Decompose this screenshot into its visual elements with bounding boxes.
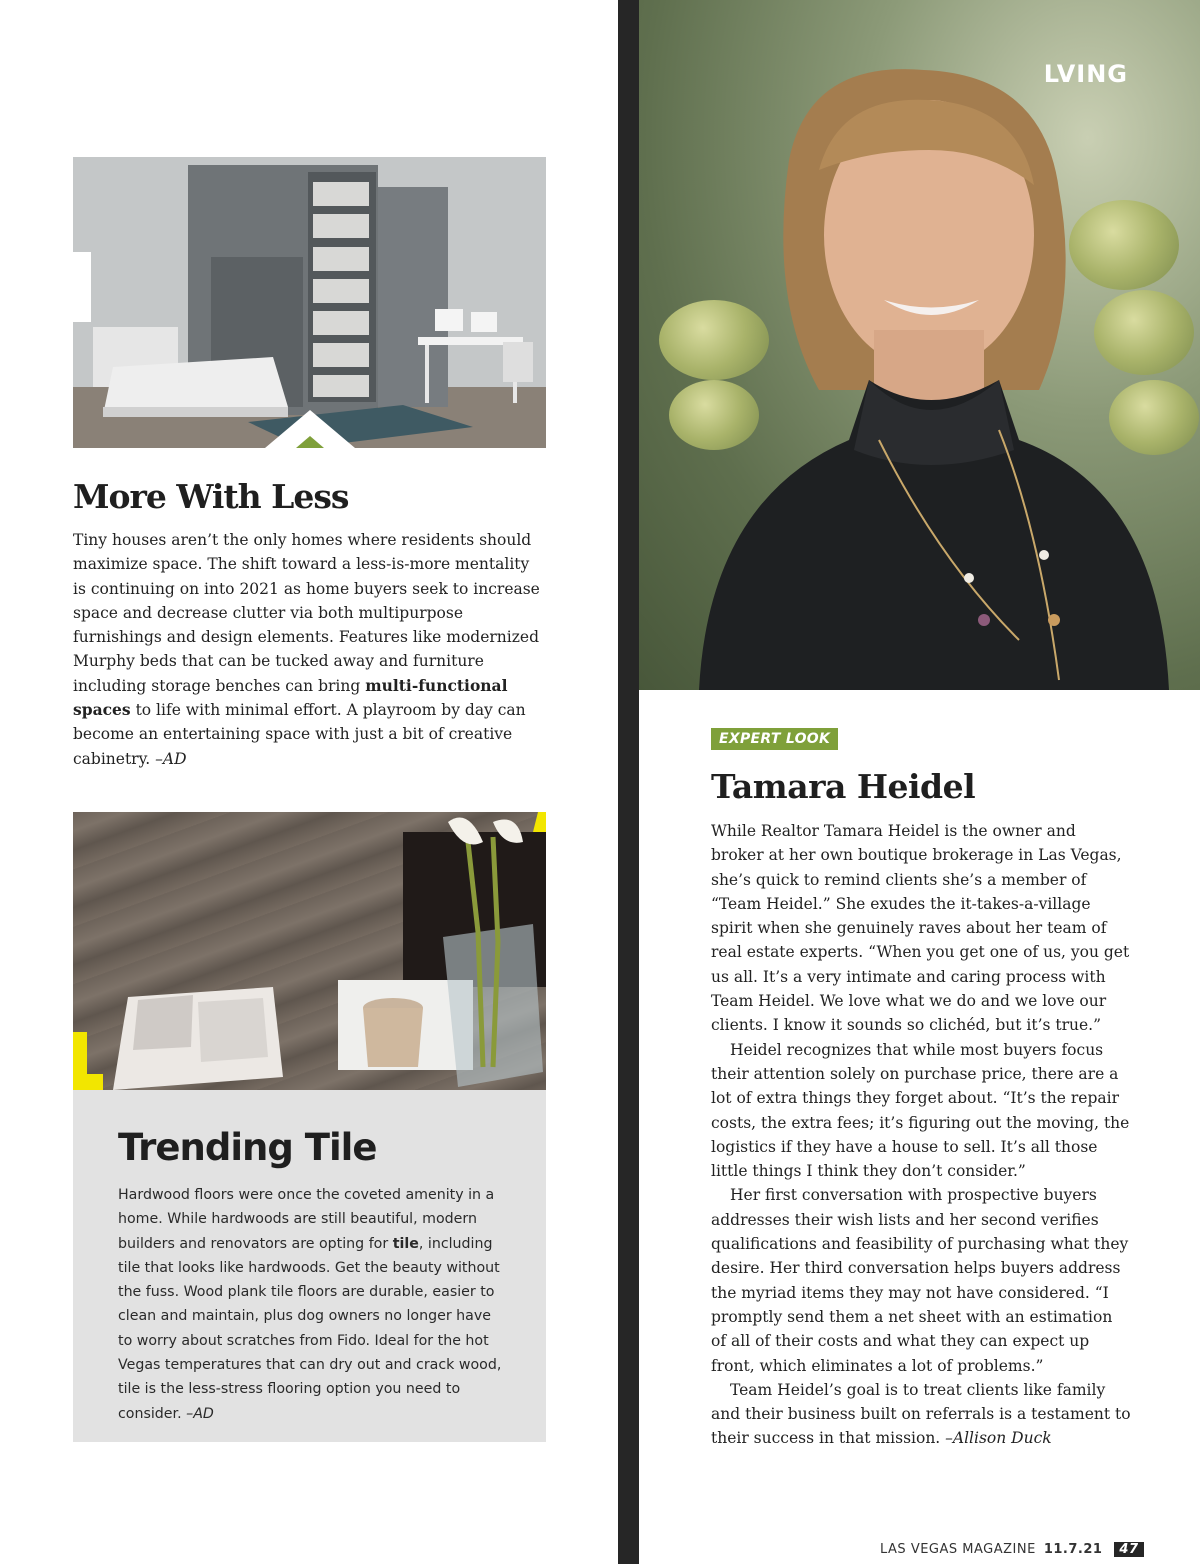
feature-paragraph: Her first conversation with prospective buyers addresses their wish lists and her second verifies qualifications and feasibility of purchasing what they desire. Her third conversation helps buyers address the myriad items they may not have considered. “I promptly send them a net sheet with an estimation of all of their costs and what they can expect up front, which eliminates a lot of problems.” — [711, 1186, 1129, 1375]
section-label: LVING — [1043, 60, 1128, 88]
murphy-bed-room-photo — [73, 157, 546, 448]
multi-functional-highlight: multi-functional spaces — [73, 675, 508, 720]
tile-floor-photo — [73, 812, 546, 1090]
feature-paragraph: Team Heidel’s goal is to treat clients like family and their business built on referrals is a testament to their success in that mission. –Allison Duck — [711, 1380, 1131, 1448]
tamara-heidel-portrait — [639, 0, 1200, 690]
page-footer — [880, 1542, 1144, 1557]
trending-tile-body: Hardwood floors were once the coveted amenity in a home. While hardwoods are still beautiful, modern builders and renovators are opting for tile, including tile that looks like hardwoods. Get the beauty without the fuss. Wood plank tile floors are durable, easier to clean and maintain, plus dog owners no longer have to worry about scratches from Fido. Ideal for the hot Vegas temperatures that can dry out and crack wood, tile is the less-stress flooring option you need to consider. –AD — [118, 1187, 502, 1422]
expert-look-badge: EXPERT LOOK — [711, 728, 838, 750]
page-divider — [618, 0, 639, 1564]
feature-credit: –Allison Duck — [945, 1429, 1052, 1448]
tamara-heidel-title: Tamara Heidel — [711, 767, 976, 806]
more-with-less-title: More With Less — [73, 477, 349, 516]
trending-tile-title: Trending Tile — [118, 1126, 377, 1169]
tile-highlight: tile — [392, 1235, 419, 1252]
more-with-less-credit: –AD — [155, 749, 187, 768]
green-notch-accent — [296, 436, 324, 448]
issue-date: 11.7.21 — [1043, 1542, 1103, 1557]
magazine-name: LAS VEGAS MAGAZINE — [880, 1542, 1036, 1557]
feature-paragraph: Heidel recognizes that while most buyers focus their attention solely on purchase price, there are a lot of extra things they forget about. “It’s the repair costs, the extra fees; it’s figuring out the moving, the logistics if they have a house to sell. It’s all those little things I think they don’t consider.” — [711, 1040, 1130, 1181]
page-number: 47 — [1114, 1542, 1143, 1557]
trending-tile-credit: –AD — [186, 1405, 214, 1422]
feature-paragraph: While Realtor Tamara Heidel is the owner and broker at her own boutique brokerage in Las Vegas, she’s quick to remind clients she’s a member of “Team Heidel.” She exudes the it-takes-a-village spirit when she genuinely raves about her team of real estate experts. “When you get one of us, you get us all. It’s a very intimate and caring process with Team Heidel. We love what we do and we love our clients. I know it sounds so clichéd, but it’s true.” — [711, 822, 1130, 1035]
tamara-heidel-body — [711, 819, 1131, 1451]
more-with-less-body: Tiny houses aren’t the only homes where residents should maximize space. The shift toward a less-is-more mentality is continuing on into 2021 as home buyers seek to increase space and decrease clutter via both multipurpose furnishings and design elements. Features like modernized Murphy beds that can be tucked away and furniture including storage benches can bring multi-functional spaces to life with minimal effort. A playroom by day can become an entertaining space with just a bit of creative cabinetry. –AD — [73, 531, 540, 768]
